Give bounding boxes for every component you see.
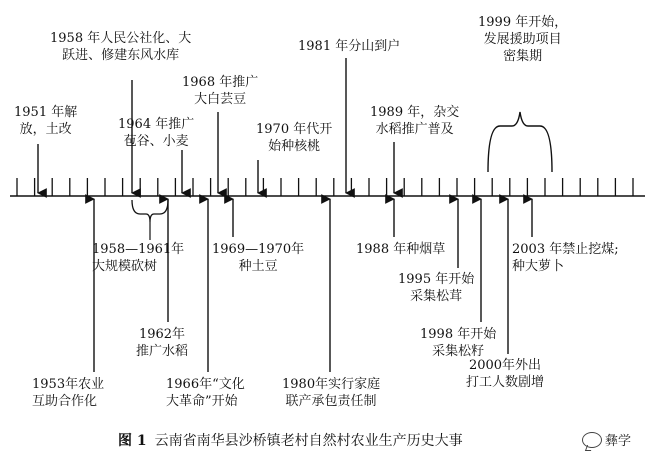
figure-number: 图 1 xyxy=(118,433,147,449)
label-1995: 1995 年开始 采集松茸 xyxy=(398,272,475,304)
label-1969-1970: 1969—1970年 种土豆 xyxy=(212,242,305,274)
label-1958: 1958 年人民公社化、大 跃进、修建东风水库 xyxy=(50,31,192,63)
bracket-1958-1961 xyxy=(132,200,168,222)
figure-caption xyxy=(118,430,463,450)
brackets xyxy=(132,112,552,240)
watermark-text: 彝学 xyxy=(605,434,632,449)
label-1951: 1951 年解 放，土改 xyxy=(14,105,78,137)
chat-bubble-icon xyxy=(582,432,602,448)
label-1964: 1964 年推广 苞谷、小麦 xyxy=(118,117,195,149)
bracket-1999 xyxy=(488,112,552,172)
watermark-logo xyxy=(582,430,631,449)
label-1988: 1988 年种烟草 xyxy=(356,242,446,257)
label-1958-1961: 1958—1961年 大规模砍树 xyxy=(92,242,185,274)
label-1966: 1966年“文化 大革命”开始 xyxy=(166,377,245,409)
label-1968: 1968 年推广 大白芸豆 xyxy=(182,75,259,107)
label-2003: 2003 年禁止挖煤; 种大萝卜 xyxy=(512,242,619,274)
label-2000: 2000年外出 打工人数剧增 xyxy=(466,358,545,390)
figure-title: 云南省南华县沙桥镇老村自然村农业生产历史大事 xyxy=(154,433,463,449)
label-1953: 1953年农业 互助合作化 xyxy=(32,377,105,409)
timeline-axis xyxy=(10,178,645,196)
label-1962: 1962年 推广水稻 xyxy=(136,327,189,359)
label-1980: 1980年实行家庭 联产承包责任制 xyxy=(282,377,381,409)
label-1999: 1999 年开始， 发展援助项目 密集期 xyxy=(478,15,568,64)
label-1989: 1989 年，杂交 水稻推广普及 xyxy=(370,105,460,137)
label-1970s: 1970 年代开 始种核桃 xyxy=(256,122,333,154)
label-1998: 1998 年开始 采集松籽 xyxy=(420,327,497,359)
label-1981: 1981 年分山到户 xyxy=(298,39,401,54)
